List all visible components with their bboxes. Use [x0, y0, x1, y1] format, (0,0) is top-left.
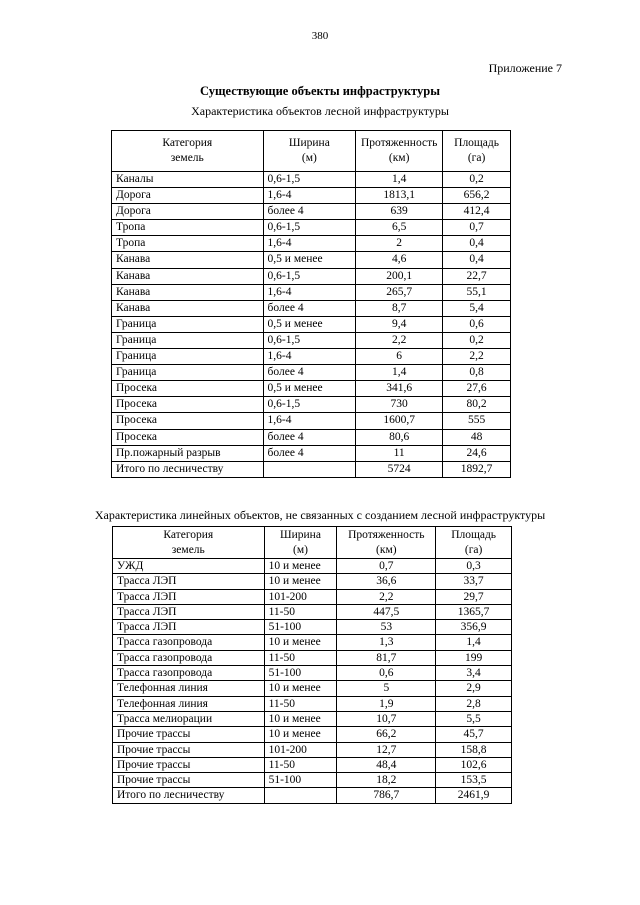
cell-width: 0,5 и менее — [263, 252, 356, 268]
cell-area: 80,2 — [443, 397, 511, 413]
cell-category: Прочие трассы — [113, 742, 265, 757]
cell-area: 1365,7 — [436, 604, 512, 619]
cell-width: 51-100 — [264, 773, 337, 788]
table-row — [112, 349, 511, 365]
cell-category: Трасса ЛЭП — [113, 589, 265, 604]
cell-category: Прочие трассы — [113, 773, 265, 788]
document-title: Существующие объекты инфраструктуры — [200, 84, 440, 98]
table-row — [113, 696, 512, 711]
table-row — [112, 332, 511, 348]
table-row — [112, 284, 511, 300]
cell-width: 1,6-4 — [263, 413, 356, 429]
cell-category: Трасса газопровода — [113, 650, 265, 665]
cell-width: 0,5 и менее — [263, 381, 356, 397]
cell-length: 81,7 — [337, 650, 436, 665]
cell-width: 0,6-1,5 — [263, 268, 356, 284]
cell-area: 1,4 — [436, 635, 512, 650]
cell-length: 1,3 — [337, 635, 436, 650]
cell-category: Канава — [112, 268, 264, 284]
cell-width: 101-200 — [264, 589, 337, 604]
cell-length: 4,6 — [356, 252, 443, 268]
cell-category: Трасса ЛЭП — [113, 604, 265, 619]
cell-width — [263, 461, 356, 477]
cell-area: 153,5 — [436, 773, 512, 788]
cell-category: Трасса газопровода — [113, 666, 265, 681]
cell-length: 1,9 — [337, 696, 436, 711]
cell-category: Итого по лесничеству — [112, 461, 264, 477]
header-category: Категория земель — [113, 527, 265, 559]
table-row — [112, 365, 511, 381]
cell-width: 11-50 — [264, 650, 337, 665]
cell-category: Граница — [112, 365, 264, 381]
cell-area: 2,8 — [436, 696, 512, 711]
cell-category: Тропа — [112, 236, 264, 252]
table-row — [112, 220, 511, 236]
table-row — [112, 188, 511, 204]
cell-area: 656,2 — [443, 188, 511, 204]
cell-area: 555 — [443, 413, 511, 429]
cell-length: 786,7 — [337, 788, 436, 803]
table-header-row — [113, 527, 512, 559]
cell-category: Трасса ЛЭП — [113, 574, 265, 589]
cell-width: 1,6-4 — [263, 188, 356, 204]
table-row — [113, 650, 512, 665]
page-number: 380 — [311, 30, 329, 42]
table-row — [113, 559, 512, 574]
cell-area: 356,9 — [436, 620, 512, 635]
cell-area: 0,7 — [443, 220, 511, 236]
cell-length: 0,6 — [337, 666, 436, 681]
cell-category: Телефонная линия — [113, 681, 265, 696]
table-row — [113, 574, 512, 589]
cell-width: более 4 — [263, 365, 356, 381]
cell-area: 24,6 — [443, 445, 511, 461]
cell-width: 101-200 — [264, 742, 337, 757]
cell-area: 412,4 — [443, 204, 511, 220]
header-width: Ширина (м) — [264, 527, 337, 559]
cell-area: 55,1 — [443, 284, 511, 300]
cell-category: Канава — [112, 284, 264, 300]
cell-length: 36,6 — [337, 574, 436, 589]
cell-area: 0,8 — [443, 365, 511, 381]
table-row — [112, 429, 511, 445]
cell-category: Трасса газопровода — [113, 635, 265, 650]
header-length: Протяженность (км) — [356, 131, 443, 172]
cell-width: более 4 — [263, 300, 356, 316]
table2-caption: Характеристика линейных объектов, не связанных с созданием лесной инфраструктуры — [94, 508, 546, 522]
cell-width: более 4 — [263, 204, 356, 220]
cell-area: 5,5 — [436, 711, 512, 726]
cell-area: 0,4 — [443, 236, 511, 252]
cell-width: более 4 — [263, 445, 356, 461]
table-row — [113, 757, 512, 772]
cell-area: 22,7 — [443, 268, 511, 284]
cell-category: Просека — [112, 429, 264, 445]
cell-length: 5 — [337, 681, 436, 696]
cell-area: 5,4 — [443, 300, 511, 316]
cell-area: 27,6 — [443, 381, 511, 397]
table-row — [113, 620, 512, 635]
table-row — [112, 172, 511, 188]
cell-category: Тропа — [112, 220, 264, 236]
cell-length: 1,4 — [356, 365, 443, 381]
cell-length: 9,4 — [356, 316, 443, 332]
cell-category: Просека — [112, 397, 264, 413]
cell-width: 0,6-1,5 — [263, 220, 356, 236]
cell-width: 10 и менее — [264, 635, 337, 650]
cell-width: 11-50 — [264, 696, 337, 711]
table-row — [113, 681, 512, 696]
cell-length: 447,5 — [337, 604, 436, 619]
cell-width: 10 и менее — [264, 559, 337, 574]
cell-area: 29,7 — [436, 589, 512, 604]
cell-category: Граница — [112, 349, 264, 365]
cell-width: 1,6-4 — [263, 236, 356, 252]
cell-length: 5724 — [356, 461, 443, 477]
cell-category: Дорога — [112, 204, 264, 220]
cell-length: 48,4 — [337, 757, 436, 772]
cell-length: 8,7 — [356, 300, 443, 316]
cell-width — [264, 788, 337, 803]
table-row — [113, 788, 512, 803]
cell-area: 1892,7 — [443, 461, 511, 477]
cell-width: 10 и менее — [264, 681, 337, 696]
cell-area: 158,8 — [436, 742, 512, 757]
cell-category: УЖД — [113, 559, 265, 574]
cell-area: 33,7 — [436, 574, 512, 589]
cell-category: Граница — [112, 332, 264, 348]
table-row — [113, 773, 512, 788]
cell-width: 0,6-1,5 — [263, 397, 356, 413]
cell-width: 1,6-4 — [263, 284, 356, 300]
cell-length: 66,2 — [337, 727, 436, 742]
cell-category: Трасса мелиорации — [113, 711, 265, 726]
cell-area: 2,2 — [443, 349, 511, 365]
cell-category: Каналы — [112, 172, 264, 188]
cell-category: Канава — [112, 300, 264, 316]
cell-category: Канава — [112, 252, 264, 268]
cell-area: 2461,9 — [436, 788, 512, 803]
cell-category: Просека — [112, 381, 264, 397]
table-row — [113, 589, 512, 604]
cell-length: 80,6 — [356, 429, 443, 445]
cell-length: 730 — [356, 397, 443, 413]
header-area: Площадь (га) — [443, 131, 511, 172]
cell-length: 0,7 — [337, 559, 436, 574]
cell-category: Итого по лесничеству — [113, 788, 265, 803]
cell-width: 10 и менее — [264, 727, 337, 742]
cell-width: 51-100 — [264, 666, 337, 681]
cell-width: 10 и менее — [264, 574, 337, 589]
table-row — [113, 635, 512, 650]
cell-width: 0,6-1,5 — [263, 172, 356, 188]
cell-length: 200,1 — [356, 268, 443, 284]
cell-length: 2 — [356, 236, 443, 252]
cell-area: 102,6 — [436, 757, 512, 772]
table2-body — [113, 559, 512, 804]
cell-length: 12,7 — [337, 742, 436, 757]
cell-category: Дорога — [112, 188, 264, 204]
header-category: Категория земель — [112, 131, 264, 172]
header-length: Протяженность (км) — [337, 527, 436, 559]
cell-width: 11-50 — [264, 604, 337, 619]
forest-infrastructure-table — [111, 130, 511, 478]
table-row — [112, 461, 511, 477]
cell-length: 1,4 — [356, 172, 443, 188]
table-header-row — [112, 131, 511, 172]
cell-width: 51-100 — [264, 620, 337, 635]
cell-length: 341,6 — [356, 381, 443, 397]
cell-category: Трасса ЛЭП — [113, 620, 265, 635]
cell-category: Прочие трассы — [113, 757, 265, 772]
table-row — [113, 742, 512, 757]
cell-category: Телефонная линия — [113, 696, 265, 711]
cell-category: Прочие трассы — [113, 727, 265, 742]
cell-length: 18,2 — [337, 773, 436, 788]
table-row — [112, 316, 511, 332]
cell-length: 1813,1 — [356, 188, 443, 204]
cell-length: 10,7 — [337, 711, 436, 726]
cell-area: 2,9 — [436, 681, 512, 696]
cell-area: 3,4 — [436, 666, 512, 681]
table-row — [112, 252, 511, 268]
table-row — [112, 268, 511, 284]
table-row — [112, 445, 511, 461]
cell-length: 6 — [356, 349, 443, 365]
cell-length: 2,2 — [356, 332, 443, 348]
table1-body — [112, 172, 511, 478]
cell-area: 48 — [443, 429, 511, 445]
table-row — [112, 204, 511, 220]
cell-area: 45,7 — [436, 727, 512, 742]
cell-area: 0,3 — [436, 559, 512, 574]
table-row — [112, 413, 511, 429]
table-row — [112, 236, 511, 252]
cell-length: 6,5 — [356, 220, 443, 236]
table-row — [113, 727, 512, 742]
cell-length: 1600,7 — [356, 413, 443, 429]
table1-caption: Характеристика объектов лесной инфраструктуры — [191, 104, 449, 118]
table-row — [112, 381, 511, 397]
cell-area: 0,4 — [443, 252, 511, 268]
cell-area: 0,2 — [443, 172, 511, 188]
cell-area: 0,6 — [443, 316, 511, 332]
cell-width: 11-50 — [264, 757, 337, 772]
cell-length: 53 — [337, 620, 436, 635]
cell-area: 0,2 — [443, 332, 511, 348]
table-row — [113, 604, 512, 619]
cell-area: 199 — [436, 650, 512, 665]
cell-width: 0,5 и менее — [263, 316, 356, 332]
cell-length: 639 — [356, 204, 443, 220]
appendix-label: Приложение 7 — [488, 61, 562, 75]
cell-width: более 4 — [263, 429, 356, 445]
table-row — [112, 397, 511, 413]
cell-width: 0,6-1,5 — [263, 332, 356, 348]
cell-category: Пр.пожарный разрыв — [112, 445, 264, 461]
linear-objects-table — [112, 526, 512, 804]
table-row — [113, 666, 512, 681]
cell-width: 1,6-4 — [263, 349, 356, 365]
cell-category: Граница — [112, 316, 264, 332]
header-width: Ширина (м) — [263, 131, 356, 172]
cell-width: 10 и менее — [264, 711, 337, 726]
cell-length: 265,7 — [356, 284, 443, 300]
cell-length: 11 — [356, 445, 443, 461]
header-area: Площадь (га) — [436, 527, 512, 559]
cell-category: Просека — [112, 413, 264, 429]
table-row — [113, 711, 512, 726]
table-row — [112, 300, 511, 316]
cell-length: 2,2 — [337, 589, 436, 604]
